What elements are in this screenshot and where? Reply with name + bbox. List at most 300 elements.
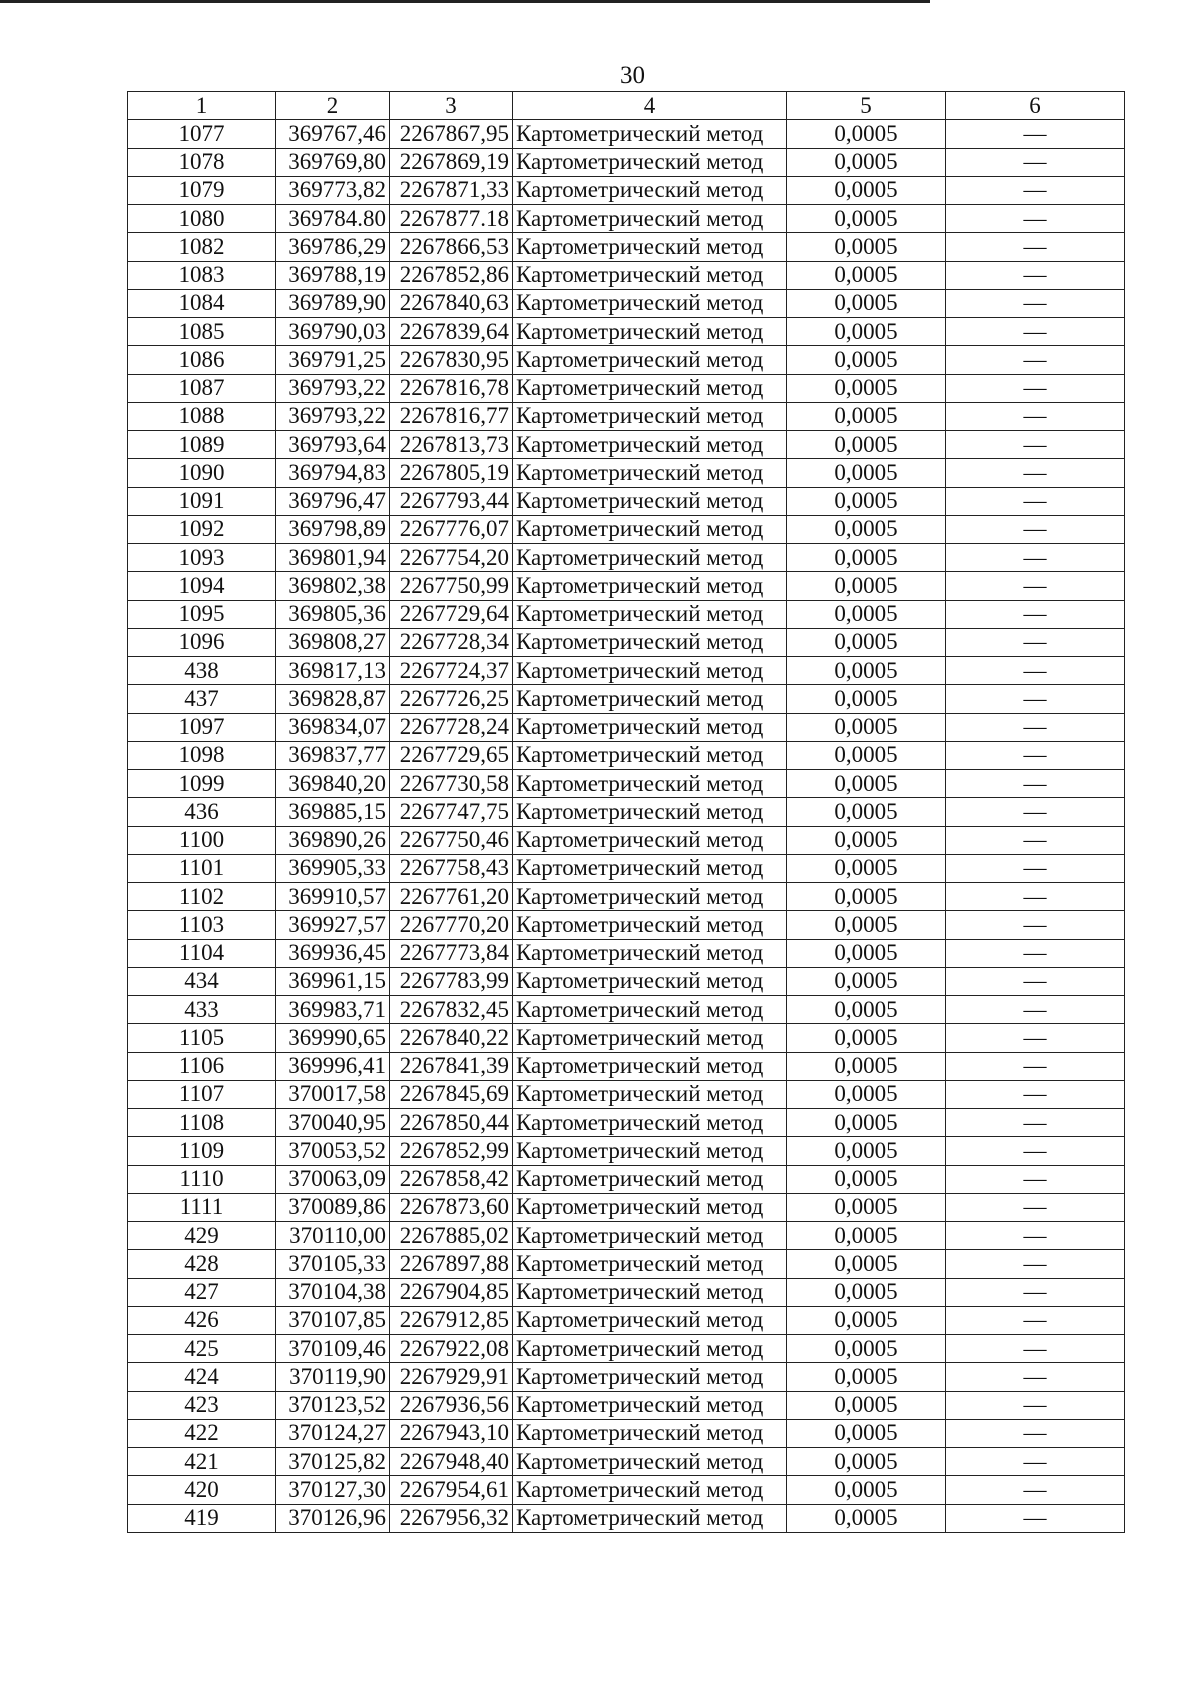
point-number-cell: 1091	[128, 487, 276, 515]
accuracy-cell: 0,0005	[787, 431, 946, 459]
x-coordinate-cell: 369837,77	[276, 741, 390, 769]
table-row	[128, 826, 1125, 854]
accuracy-cell: 0,0005	[787, 826, 946, 854]
note-cell: —	[946, 1052, 1125, 1080]
x-coordinate-cell: 369936,45	[276, 939, 390, 967]
x-coordinate-cell: 369769,80	[276, 148, 390, 176]
table-row	[128, 1024, 1125, 1052]
note-cell: —	[946, 685, 1125, 713]
column-header: 1	[128, 92, 276, 120]
method-cell: Картометрический метод	[513, 205, 787, 233]
point-number-cell: 437	[128, 685, 276, 713]
y-coordinate-cell: 2267840,22	[390, 1024, 513, 1052]
method-cell: Картометрический метод	[513, 657, 787, 685]
x-coordinate-cell: 369983,71	[276, 996, 390, 1024]
point-number-cell: 420	[128, 1476, 276, 1504]
y-coordinate-cell: 2267871,33	[390, 176, 513, 204]
point-number-cell: 1090	[128, 459, 276, 487]
x-coordinate-cell: 370105,33	[276, 1250, 390, 1278]
accuracy-cell: 0,0005	[787, 572, 946, 600]
accuracy-cell: 0,0005	[787, 346, 946, 374]
accuracy-cell: 0,0005	[787, 1024, 946, 1052]
y-coordinate-cell: 2267816,77	[390, 402, 513, 430]
accuracy-cell: 0,0005	[787, 1052, 946, 1080]
note-cell: —	[946, 176, 1125, 204]
y-coordinate-cell: 2267912,85	[390, 1306, 513, 1334]
y-coordinate-cell: 2267830,95	[390, 346, 513, 374]
y-coordinate-cell: 2267728,34	[390, 628, 513, 656]
point-number-cell: 1105	[128, 1024, 276, 1052]
table-row	[128, 1193, 1125, 1221]
note-cell: —	[946, 939, 1125, 967]
x-coordinate-cell: 370053,52	[276, 1137, 390, 1165]
table-row	[128, 402, 1125, 430]
y-coordinate-cell: 2267770,20	[390, 911, 513, 939]
method-cell: Картометрический метод	[513, 600, 787, 628]
point-number-cell: 426	[128, 1306, 276, 1334]
point-number-cell: 1109	[128, 1137, 276, 1165]
accuracy-cell: 0,0005	[787, 657, 946, 685]
note-cell: —	[946, 770, 1125, 798]
point-number-cell: 1104	[128, 939, 276, 967]
table-header-row	[128, 92, 1125, 120]
x-coordinate-cell: 370125,82	[276, 1448, 390, 1476]
y-coordinate-cell: 2267904,85	[390, 1278, 513, 1306]
table-row	[128, 883, 1125, 911]
coordinates-table	[127, 91, 1125, 1533]
method-cell: Картометрический метод	[513, 515, 787, 543]
x-coordinate-cell: 370119,90	[276, 1363, 390, 1391]
note-cell: —	[946, 1137, 1125, 1165]
note-cell: —	[946, 1363, 1125, 1391]
y-coordinate-cell: 2267866,53	[390, 233, 513, 261]
x-coordinate-cell: 370089,86	[276, 1193, 390, 1221]
x-coordinate-cell: 369834,07	[276, 713, 390, 741]
method-cell: Картометрический метод	[513, 1109, 787, 1137]
note-cell: —	[946, 120, 1125, 148]
accuracy-cell: 0,0005	[787, 996, 946, 1024]
table-row	[128, 1419, 1125, 1447]
x-coordinate-cell: 369790,03	[276, 318, 390, 346]
note-cell: —	[946, 459, 1125, 487]
y-coordinate-cell: 2267726,25	[390, 685, 513, 713]
table-row	[128, 289, 1125, 317]
accuracy-cell: 0,0005	[787, 1363, 946, 1391]
note-cell: —	[946, 826, 1125, 854]
y-coordinate-cell: 2267724,37	[390, 657, 513, 685]
point-number-cell: 1095	[128, 600, 276, 628]
point-number-cell: 419	[128, 1504, 276, 1532]
table-row	[128, 685, 1125, 713]
method-cell: Картометрический метод	[513, 487, 787, 515]
note-cell: —	[946, 1250, 1125, 1278]
method-cell: Картометрический метод	[513, 1419, 787, 1447]
point-number-cell: 1111	[128, 1193, 276, 1221]
x-coordinate-cell: 370124,27	[276, 1419, 390, 1447]
accuracy-cell: 0,0005	[787, 289, 946, 317]
accuracy-cell: 0,0005	[787, 459, 946, 487]
accuracy-cell: 0,0005	[787, 148, 946, 176]
point-number-cell: 438	[128, 657, 276, 685]
note-cell: —	[946, 798, 1125, 826]
accuracy-cell: 0,0005	[787, 205, 946, 233]
accuracy-cell: 0,0005	[787, 939, 946, 967]
table-row	[128, 233, 1125, 261]
table-row	[128, 939, 1125, 967]
x-coordinate-cell: 369793,22	[276, 374, 390, 402]
y-coordinate-cell: 2267936,56	[390, 1391, 513, 1419]
accuracy-cell: 0,0005	[787, 1250, 946, 1278]
y-coordinate-cell: 2267783,99	[390, 967, 513, 995]
point-number-cell: 1093	[128, 544, 276, 572]
x-coordinate-cell: 369801,94	[276, 544, 390, 572]
x-coordinate-cell: 370109,46	[276, 1335, 390, 1363]
table-row	[128, 459, 1125, 487]
table-row	[128, 120, 1125, 148]
point-number-cell: 1107	[128, 1080, 276, 1108]
x-coordinate-cell: 369791,25	[276, 346, 390, 374]
accuracy-cell: 0,0005	[787, 1391, 946, 1419]
x-coordinate-cell: 369798,89	[276, 515, 390, 543]
x-coordinate-cell: 370017,58	[276, 1080, 390, 1108]
note-cell: —	[946, 205, 1125, 233]
table-row	[128, 148, 1125, 176]
page-number: 30	[620, 62, 645, 89]
note-cell: —	[946, 544, 1125, 572]
note-cell: —	[946, 487, 1125, 515]
y-coordinate-cell: 2267758,43	[390, 854, 513, 882]
table-row	[128, 515, 1125, 543]
accuracy-cell: 0,0005	[787, 967, 946, 995]
table-row	[128, 1306, 1125, 1334]
point-number-cell: 1080	[128, 205, 276, 233]
column-header: 6	[946, 92, 1125, 120]
table-row	[128, 1080, 1125, 1108]
y-coordinate-cell: 2267922,08	[390, 1335, 513, 1363]
x-coordinate-cell: 369990,65	[276, 1024, 390, 1052]
x-coordinate-cell: 370126,96	[276, 1504, 390, 1532]
accuracy-cell: 0,0005	[787, 176, 946, 204]
note-cell: —	[946, 883, 1125, 911]
point-number-cell: 1085	[128, 318, 276, 346]
method-cell: Картометрический метод	[513, 1222, 787, 1250]
method-cell: Картометрический метод	[513, 1504, 787, 1532]
accuracy-cell: 0,0005	[787, 374, 946, 402]
method-cell: Картометрический метод	[513, 572, 787, 600]
note-cell: —	[946, 261, 1125, 289]
accuracy-cell: 0,0005	[787, 628, 946, 656]
method-cell: Картометрический метод	[513, 261, 787, 289]
method-cell: Картометрический метод	[513, 939, 787, 967]
x-coordinate-cell: 370040,95	[276, 1109, 390, 1137]
y-coordinate-cell: 2267750,99	[390, 572, 513, 600]
accuracy-cell: 0,0005	[787, 233, 946, 261]
note-cell: —	[946, 1306, 1125, 1334]
x-coordinate-cell: 369905,33	[276, 854, 390, 882]
accuracy-cell: 0,0005	[787, 1137, 946, 1165]
table-row	[128, 1335, 1125, 1363]
y-coordinate-cell: 2267943,10	[390, 1419, 513, 1447]
point-number-cell: 1083	[128, 261, 276, 289]
y-coordinate-cell: 2267852,86	[390, 261, 513, 289]
accuracy-cell: 0,0005	[787, 402, 946, 430]
method-cell: Картометрический метод	[513, 289, 787, 317]
note-cell: —	[946, 1476, 1125, 1504]
method-cell: Картометрический метод	[513, 374, 787, 402]
point-number-cell: 1086	[128, 346, 276, 374]
accuracy-cell: 0,0005	[787, 1448, 946, 1476]
note-cell: —	[946, 233, 1125, 261]
table-row	[128, 1476, 1125, 1504]
x-coordinate-cell: 369796,47	[276, 487, 390, 515]
method-cell: Картометрический метод	[513, 967, 787, 995]
point-number-cell: 428	[128, 1250, 276, 1278]
point-number-cell: 1108	[128, 1109, 276, 1137]
accuracy-cell: 0,0005	[787, 1504, 946, 1532]
table-row	[128, 770, 1125, 798]
point-number-cell: 1078	[128, 148, 276, 176]
note-cell: —	[946, 572, 1125, 600]
method-cell: Картометрический метод	[513, 1193, 787, 1221]
note-cell: —	[946, 600, 1125, 628]
note-cell: —	[946, 657, 1125, 685]
point-number-cell: 427	[128, 1278, 276, 1306]
x-coordinate-cell: 369793,22	[276, 402, 390, 430]
point-number-cell: 1096	[128, 628, 276, 656]
method-cell: Картометрический метод	[513, 770, 787, 798]
method-cell: Картометрический метод	[513, 544, 787, 572]
table-row	[128, 967, 1125, 995]
x-coordinate-cell: 369817,13	[276, 657, 390, 685]
accuracy-cell: 0,0005	[787, 770, 946, 798]
accuracy-cell: 0,0005	[787, 487, 946, 515]
point-number-cell: 1084	[128, 289, 276, 317]
note-cell: —	[946, 996, 1125, 1024]
y-coordinate-cell: 2267776,07	[390, 515, 513, 543]
note-cell: —	[946, 741, 1125, 769]
point-number-cell: 1097	[128, 713, 276, 741]
point-number-cell: 434	[128, 967, 276, 995]
point-number-cell: 433	[128, 996, 276, 1024]
x-coordinate-cell: 369961,15	[276, 967, 390, 995]
y-coordinate-cell: 2267773,84	[390, 939, 513, 967]
table-row	[128, 713, 1125, 741]
x-coordinate-cell: 369789,90	[276, 289, 390, 317]
method-cell: Картометрический метод	[513, 1278, 787, 1306]
point-number-cell: 424	[128, 1363, 276, 1391]
x-coordinate-cell: 370104,38	[276, 1278, 390, 1306]
method-cell: Картометрический метод	[513, 1448, 787, 1476]
note-cell: —	[946, 1335, 1125, 1363]
point-number-cell: 1101	[128, 854, 276, 882]
note-cell: —	[946, 1109, 1125, 1137]
point-number-cell: 423	[128, 1391, 276, 1419]
x-coordinate-cell: 369840,20	[276, 770, 390, 798]
x-coordinate-cell: 369828,87	[276, 685, 390, 713]
point-number-cell: 1087	[128, 374, 276, 402]
y-coordinate-cell: 2267813,73	[390, 431, 513, 459]
y-coordinate-cell: 2267840,63	[390, 289, 513, 317]
y-coordinate-cell: 2267897,88	[390, 1250, 513, 1278]
table-row	[128, 1222, 1125, 1250]
note-cell: —	[946, 346, 1125, 374]
accuracy-cell: 0,0005	[787, 1080, 946, 1108]
x-coordinate-cell: 369773,82	[276, 176, 390, 204]
note-cell: —	[946, 1504, 1125, 1532]
method-cell: Картометрический метод	[513, 1476, 787, 1504]
table-row	[128, 487, 1125, 515]
point-number-cell: 1079	[128, 176, 276, 204]
method-cell: Картометрический метод	[513, 883, 787, 911]
note-cell: —	[946, 148, 1125, 176]
column-header: 2	[276, 92, 390, 120]
note-cell: —	[946, 1024, 1125, 1052]
table-row	[128, 205, 1125, 233]
note-cell: —	[946, 1419, 1125, 1447]
point-number-cell: 1089	[128, 431, 276, 459]
method-cell: Картометрический метод	[513, 1250, 787, 1278]
y-coordinate-cell: 2267850,44	[390, 1109, 513, 1137]
note-cell: —	[946, 431, 1125, 459]
point-number-cell: 425	[128, 1335, 276, 1363]
point-number-cell: 436	[128, 798, 276, 826]
accuracy-cell: 0,0005	[787, 1165, 946, 1193]
x-coordinate-cell: 369786,29	[276, 233, 390, 261]
top-border-line	[0, 0, 930, 3]
method-cell: Картометрический метод	[513, 1335, 787, 1363]
x-coordinate-cell: 370063,09	[276, 1165, 390, 1193]
y-coordinate-cell: 2267729,64	[390, 600, 513, 628]
note-cell: —	[946, 1222, 1125, 1250]
note-cell: —	[946, 1448, 1125, 1476]
point-number-cell: 421	[128, 1448, 276, 1476]
column-header: 5	[787, 92, 946, 120]
y-coordinate-cell: 2267929,91	[390, 1363, 513, 1391]
table-row	[128, 176, 1125, 204]
note-cell: —	[946, 628, 1125, 656]
note-cell: —	[946, 713, 1125, 741]
method-cell: Картометрический метод	[513, 911, 787, 939]
table-row	[128, 996, 1125, 1024]
y-coordinate-cell: 2267805,19	[390, 459, 513, 487]
method-cell: Картометрический метод	[513, 148, 787, 176]
table-row	[128, 1278, 1125, 1306]
accuracy-cell: 0,0005	[787, 685, 946, 713]
accuracy-cell: 0,0005	[787, 1222, 946, 1250]
y-coordinate-cell: 2267885,02	[390, 1222, 513, 1250]
table-row	[128, 544, 1125, 572]
y-coordinate-cell: 2267852,99	[390, 1137, 513, 1165]
point-number-cell: 1099	[128, 770, 276, 798]
y-coordinate-cell: 2267841,39	[390, 1052, 513, 1080]
y-coordinate-cell: 2267954,61	[390, 1476, 513, 1504]
table-row	[128, 318, 1125, 346]
point-number-cell: 1103	[128, 911, 276, 939]
method-cell: Картометрический метод	[513, 1306, 787, 1334]
table-row	[128, 1363, 1125, 1391]
y-coordinate-cell: 2267747,75	[390, 798, 513, 826]
accuracy-cell: 0,0005	[787, 1306, 946, 1334]
x-coordinate-cell: 370110,00	[276, 1222, 390, 1250]
y-coordinate-cell: 2267816,78	[390, 374, 513, 402]
y-coordinate-cell: 2267750,46	[390, 826, 513, 854]
note-cell: —	[946, 318, 1125, 346]
y-coordinate-cell: 2267761,20	[390, 883, 513, 911]
accuracy-cell: 0,0005	[787, 515, 946, 543]
y-coordinate-cell: 2267845,69	[390, 1080, 513, 1108]
table-row	[128, 628, 1125, 656]
table-row	[128, 1504, 1125, 1532]
method-cell: Картометрический метод	[513, 1080, 787, 1108]
accuracy-cell: 0,0005	[787, 600, 946, 628]
x-coordinate-cell: 369802,38	[276, 572, 390, 600]
x-coordinate-cell: 369927,57	[276, 911, 390, 939]
x-coordinate-cell: 369805,36	[276, 600, 390, 628]
point-number-cell: 1100	[128, 826, 276, 854]
x-coordinate-cell: 369910,57	[276, 883, 390, 911]
method-cell: Картометрический метод	[513, 402, 787, 430]
point-number-cell: 1082	[128, 233, 276, 261]
x-coordinate-cell: 369794,83	[276, 459, 390, 487]
accuracy-cell: 0,0005	[787, 261, 946, 289]
note-cell: —	[946, 402, 1125, 430]
note-cell: —	[946, 1080, 1125, 1108]
note-cell: —	[946, 967, 1125, 995]
method-cell: Картометрический метод	[513, 120, 787, 148]
x-coordinate-cell: 369767,46	[276, 120, 390, 148]
accuracy-cell: 0,0005	[787, 1109, 946, 1137]
y-coordinate-cell: 2267793,44	[390, 487, 513, 515]
x-coordinate-cell: 369793,64	[276, 431, 390, 459]
y-coordinate-cell: 2267956,32	[390, 1504, 513, 1532]
y-coordinate-cell: 2267869,19	[390, 148, 513, 176]
note-cell: —	[946, 374, 1125, 402]
note-cell: —	[946, 911, 1125, 939]
table-row	[128, 374, 1125, 402]
x-coordinate-cell: 369808,27	[276, 628, 390, 656]
y-coordinate-cell: 2267873,60	[390, 1193, 513, 1221]
x-coordinate-cell: 369885,15	[276, 798, 390, 826]
table-row	[128, 657, 1125, 685]
point-number-cell: 1098	[128, 741, 276, 769]
method-cell: Картометрический метод	[513, 685, 787, 713]
note-cell: —	[946, 289, 1125, 317]
method-cell: Картометрический метод	[513, 346, 787, 374]
table-row	[128, 854, 1125, 882]
y-coordinate-cell: 2267730,58	[390, 770, 513, 798]
method-cell: Картометрический метод	[513, 996, 787, 1024]
table-row	[128, 261, 1125, 289]
x-coordinate-cell: 369996,41	[276, 1052, 390, 1080]
method-cell: Картометрический метод	[513, 1024, 787, 1052]
method-cell: Картометрический метод	[513, 431, 787, 459]
accuracy-cell: 0,0005	[787, 798, 946, 826]
column-header: 3	[390, 92, 513, 120]
point-number-cell: 1092	[128, 515, 276, 543]
y-coordinate-cell: 2267832,45	[390, 996, 513, 1024]
table-row	[128, 431, 1125, 459]
method-cell: Картометрический метод	[513, 176, 787, 204]
method-cell: Картометрический метод	[513, 1391, 787, 1419]
point-number-cell: 429	[128, 1222, 276, 1250]
method-cell: Картометрический метод	[513, 826, 787, 854]
x-coordinate-cell: 369788,19	[276, 261, 390, 289]
method-cell: Картометрический метод	[513, 318, 787, 346]
y-coordinate-cell: 2267839,64	[390, 318, 513, 346]
point-number-cell: 422	[128, 1419, 276, 1447]
method-cell: Картометрический метод	[513, 1052, 787, 1080]
accuracy-cell: 0,0005	[787, 883, 946, 911]
